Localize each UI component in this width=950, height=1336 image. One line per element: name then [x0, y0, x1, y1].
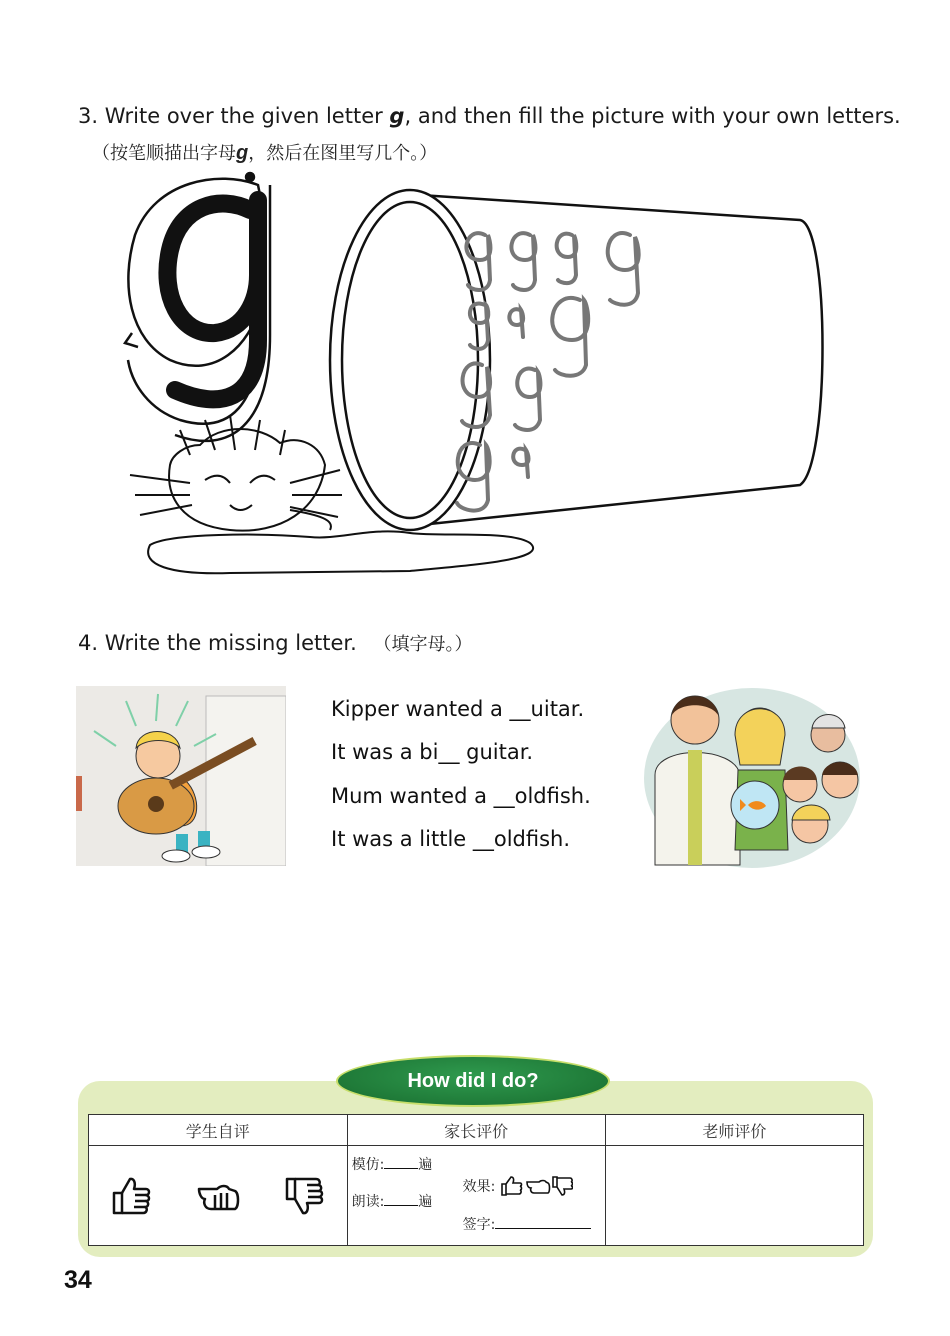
sign-blank[interactable]	[495, 1228, 591, 1229]
read-label: 朗读:	[351, 1193, 385, 1210]
imitate-blank[interactable]	[384, 1168, 418, 1169]
self-eval-cell	[89, 1146, 348, 1246]
question-4-title	[78, 630, 473, 656]
q3-title-text-end: , and then fill the picture with your own letters.	[404, 104, 901, 128]
effect-label: 效果:	[462, 1178, 496, 1195]
q4-title-chinese: （填字母。）	[373, 634, 473, 655]
q3-title-letter: g	[389, 104, 405, 128]
evaluation-table	[88, 1114, 864, 1246]
how-did-i-do-banner: How did I do?	[336, 1055, 610, 1107]
effect-rating-icons[interactable]	[501, 1175, 573, 1197]
trace-letter-illustration	[110, 165, 840, 585]
thumbs-sideways-icon[interactable]	[195, 1175, 241, 1217]
q3-cn-text-end: ，然后在图里写几个。）	[248, 143, 438, 164]
question-3-title	[78, 104, 901, 128]
family-goldfish-picture	[640, 680, 865, 870]
thumbs-up-icon[interactable]	[110, 1175, 152, 1217]
col-header-parent: 家长评价	[347, 1115, 605, 1146]
page-number: 34	[64, 1266, 92, 1294]
sentence-3: Mum wanted a __oldfish.	[331, 784, 591, 808]
sign-label: 签字:	[462, 1216, 496, 1233]
imitate-label: 模仿:	[351, 1156, 385, 1173]
kipper-guitar-picture	[76, 686, 286, 866]
parent-eval-cell	[347, 1146, 605, 1246]
col-header-self: 学生自评	[89, 1115, 348, 1146]
q3-cn-text: （按笔顺描出字母	[92, 143, 236, 164]
q3-cn-letter: g	[236, 142, 249, 164]
q3-title-text: 3. Write over the given letter	[78, 104, 390, 128]
teacher-eval-cell[interactable]	[605, 1146, 863, 1246]
sentence-4: It was a little __oldfish.	[331, 827, 571, 851]
col-header-teacher: 老师评价	[605, 1115, 863, 1146]
q4-title-text: 4. Write the missing letter.	[78, 631, 357, 655]
read-blank[interactable]	[384, 1205, 418, 1206]
imitate-unit: 遍	[418, 1156, 433, 1173]
question-3-chinese	[92, 139, 437, 165]
thumbs-down-icon[interactable]	[283, 1175, 325, 1217]
read-unit: 遍	[418, 1193, 433, 1210]
sentence-2: It was a bi__ guitar.	[331, 740, 534, 764]
sentence-1: Kipper wanted a __uitar.	[331, 697, 585, 721]
